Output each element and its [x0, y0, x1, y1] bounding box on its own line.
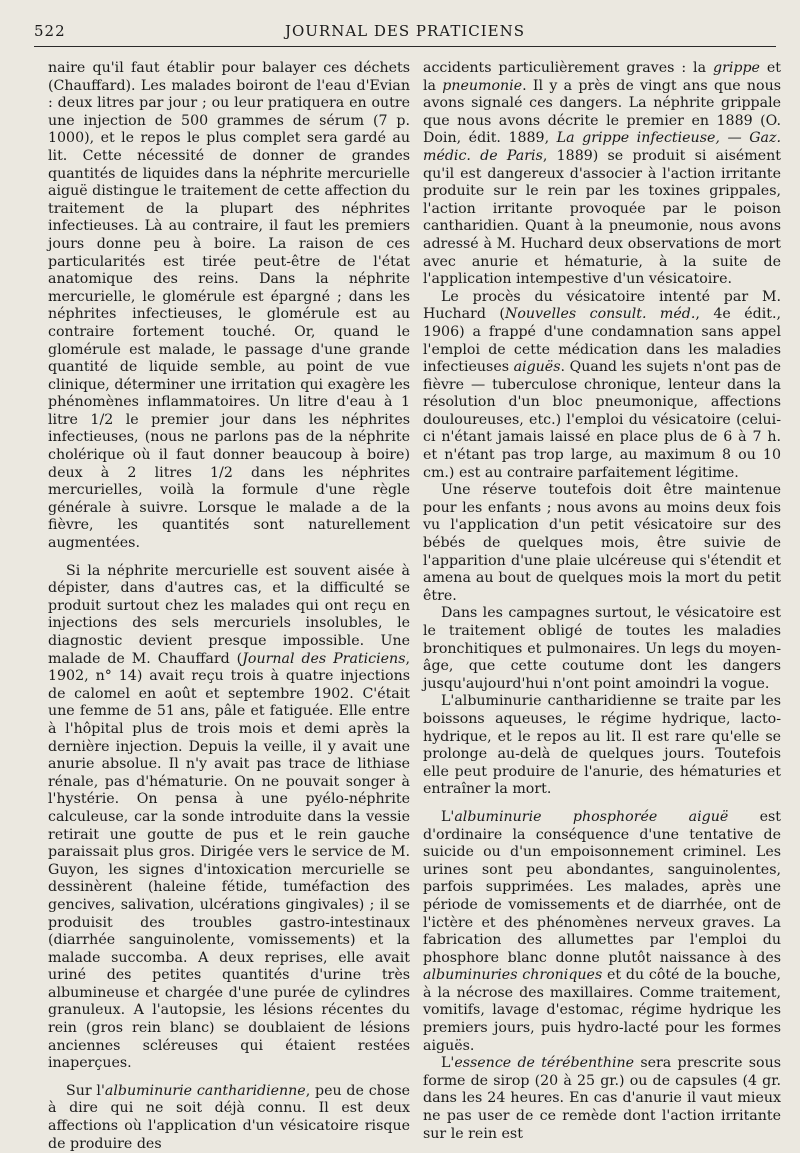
page-number: 522 — [34, 22, 66, 40]
topic-term: essence de térébenthine — [454, 1055, 635, 1072]
paragraph: Si la néphrite mercurielle est souvent aisée à dépister, dans d'autres cas, et la difficulté se produit surtout chez les malades qui ont reçu en injections des sels mercuriels insolubles, le diagnostic devient presque impossible. Une malade de M. Chauffard (Journal des Praticiens, 1902, n° 14) avait reçu trois à quatre injections de calomel en août et septembre 1902. C'était une femme de 51 ans, pâle et fatiguée. Elle entre à l'hôpital plus de trois mois et demi après la dernière injection. Depuis la veille, il y avait une anurie absolue. Il n'y avait pas trace de lithiase rénale, pas d'hématurie. On ne pouvait songer à l'hystérie. On pensa à une pyélo-néphrite calculeuse, car la sonde introduite dans la vessie retirait une goutte de pus et le rein gauche paraissait plus gros. Dirigée vers le service de M. Guyon, les signes d'intoxication mercurielle se dessinèrent (haleine fétide, tuméfaction des gencives, salivation, ulcérations gingivales) ; il se produisit des troubles gastro-intestinaux (diarrhée sanguinolente, vomissements) et la malade succomba. A deux reprises, elle avait uriné des petites quantités d'urine très albumineuse et chargée d'une purée de cylindres granuleux. A l'autopsie, les lésions récentes du rein (gros rein blanc) se doublaient de lésions anciennes scléreuses qui étaient restées inaperçues. — [48, 562, 410, 1072]
paragraph: L'essence de térébenthine sera prescrite sous forme de sirop (20 à 25 gr.) ou de capsules (4 gr. dans les 24 heures. En cas d'anurie il vaut mieux ne pas user de ce remède dont l'action irritante sur le rein est — [423, 1055, 782, 1142]
citation: Nouvelles consult. méd. — [504, 306, 696, 323]
topic-term: albuminurie phosphorée aiguë — [454, 808, 729, 825]
paragraph: L'albuminurie cantharidienne se traite par les boissons aqueuses, le régime hydrique, lacto-hydrique, et le repos au lit. Il est rare qu'elle se prolonge au-delà de quelques jours. Toutefois elle peut produire de l'anurie, des hématuries et entraîner la mort. — [423, 693, 781, 798]
right-column — [423, 60, 781, 1143]
paragraph: Le procès du vésicatoire intenté par M. Huchard (Nouvelles consult. méd., 4e édit., 1906) a frappé d'une condamnation sans appel l'emploi de cette médication dans les maladies infectieuses aiguës. Quand les sujets n'ont pas de fièvre — tuberculose chronique, lenteur dans la résolution d'un bloc pneumonique, affections douloureuses, etc.) l'emploi du vésicatoire (celui-ci n'étant jamais laissé en place plus de 6 à 7 h. et n'étant pas trop large, au maximum 8 ou 10 cm.) est au contraire parfaitement légitime. — [423, 288, 781, 481]
paragraph: naire qu'il faut établir pour balayer ces déchets (Chauffard). Les malades boiront de l'eau d'Evian : deux litres par jour ; ou leur pratiquera en outre une injection de 500 grammes de sérum (7 p. 1000), et le repos le plus complet sera gardé au lit. Cette nécessité de donner de grandes quantités de liquides dans la néphrite mercurielle aiguë distingue le traitement de cette affection du traitement de la plupart des néphrites infectieuses. Là au contraire, il faut les premiers jours donne peu à boire. La raison de ces particularités est tirée peut-être de l'état anatomique des reins. Dans la néphrite mercurielle, le glomérule est épargné ; dans les néphrites infectieuses, le glomérule est au contraire fortement touché. Or, quand le glomérule est malade, le passage d'une grande quantité de liquide semble, au point de vue clinique, déterminer une irritation qui exagère les phénomènes inflammatoires. Un litre d'eau à 1 litre 1/2 le premier jour dans les néphrites infectieuses, (nous ne parlons pas de la néphrite cholérique où il faut donner beaucoup à boire) deux à 2 litres 1/2 dans les néphrites mercurielles, voilà la formule d'une règle générale à suivre. Lorsque le malade a de la fièvre, les quantités sont naturellement augmentées. — [48, 60, 410, 552]
journal-title: JOURNAL DES PRATICIENS — [284, 22, 526, 40]
citation: Journal des Praticiens — [242, 650, 406, 667]
left-column — [48, 60, 410, 1153]
running-header — [34, 18, 776, 47]
paragraph: Dans les campagnes surtout, le vésicatoire est le traitement obligé de toutes les maladies bronchitiques et pulmonaires. Un legs du moyen-âge, que cette coutume dont les dangers jusqu'aujourd'hui n'ont point amoindri la vogue. — [423, 605, 781, 692]
paragraph: accidents particulièrement graves : la grippe et la pneumonie. Il y a près de vingt ans que nous avons signalé ces dangers. La néphrite grippale que nous avons décrite le premier en 1889 (O. Doin, édit. 1889, La grippe infectieuse, — Gaz. médic. de Paris, 1889) se produit si aisément qu'il est dangereux d'associer à l'action irritante produite sur le rein par les toxines grippales, l'action irritante provoquée par le poison cantharidien. Quant à la pneumonie, nous avons adressé à M. Huchard deux observations de mort avec anurie et hématurie, à la suite de l'application intempestive d'un vésicatoire. — [423, 60, 782, 288]
citation: La grippe infectieuse, — Gaz. médic. de Paris — [423, 130, 781, 164]
paragraph: Une réserve toutefois doit être maintenue pour les enfants ; nous avons au moins deux fois vu l'application d'un petit vésicatoire sur des bébés de quelques mois, être suivie de l'apparition d'une plaie ulcéreuse qui s'étendit et amena au bout de quelques mois la mort du petit être. — [423, 482, 781, 604]
topic-term: albuminurie cantharidienne — [104, 1082, 306, 1099]
paragraph: L'albuminurie phosphorée aiguë est d'ordinaire la conséquence d'une tentative de suicide ou d'un empoisonnement criminel. Les urines sont peu abondantes, sanguinolentes, parfois supprimées. Les malades, après une période de vomissements et de diarrhée, ont de l'ictère et des phénomènes nerveux graves. La fabrication des allumettes par l'emploi du phosphore blanc donne plutôt naissance à des albuminuries chroniques et du côté de la bouche, à la nécrose des maxillaires. Comme traitement, vomitifs, lavage d'estomac, régime hydrique les premiers jours, puis hydro-lacté pour les formes aiguës. — [423, 808, 781, 1054]
paragraph: Sur l'albuminurie cantharidienne, peu de chose à dire qui ne soit déjà connu. Il est deux affections où l'application d'un vésicatoire risque de produire des — [48, 1082, 410, 1152]
